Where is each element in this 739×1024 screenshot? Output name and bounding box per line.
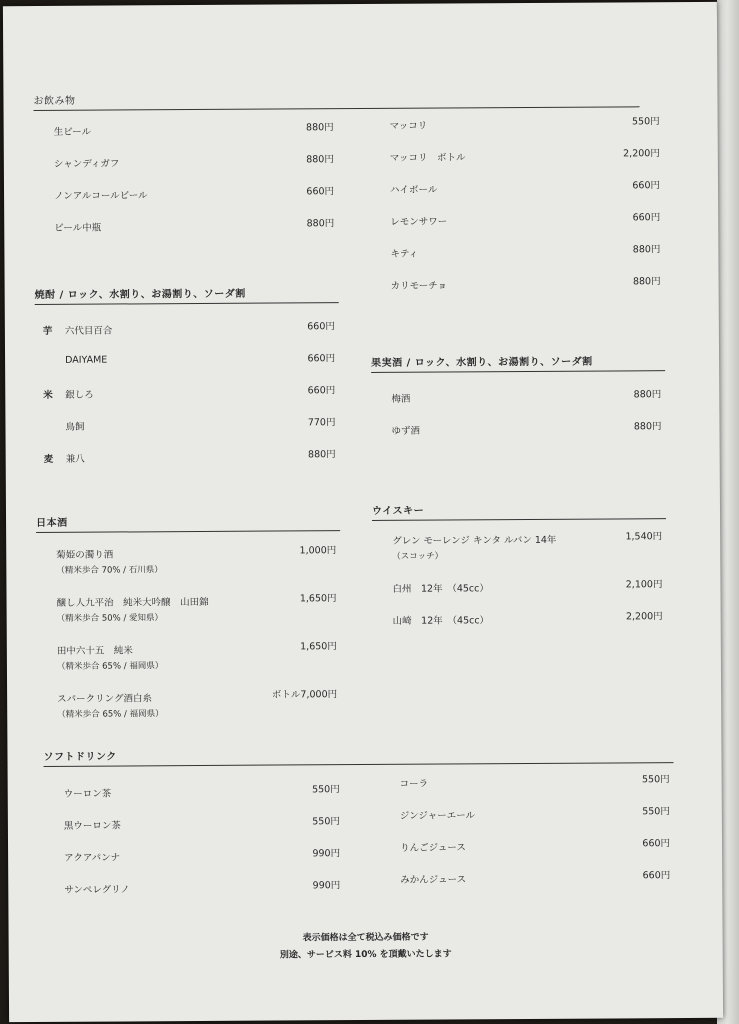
item-name: マッコリ: [389, 120, 428, 132]
menu-item: [34, 186, 338, 220]
item-name: みかんジュース: [400, 874, 467, 886]
item-price: 880円: [633, 421, 662, 433]
soft-drinks-left-list: [44, 784, 345, 914]
item-detail: （精米歩合 65% / 福岡県）: [57, 709, 164, 720]
item-price: 1,650円: [300, 641, 337, 653]
item-price: 880円: [306, 154, 334, 166]
fruit-liqueur-title: 果実酒 / ロック、水割り、お湯割り、ソーダ割: [371, 352, 665, 373]
item-price: 990円: [312, 880, 341, 892]
menu-item: [35, 353, 339, 387]
item-price: 880円: [632, 244, 661, 256]
soft-drinks-title: ソフトドリンク: [43, 744, 673, 767]
item-price: 660円: [642, 870, 671, 882]
item-price: 660円: [642, 838, 671, 850]
menu-item: [35, 417, 339, 451]
item-name: カリモーチョ: [390, 280, 447, 292]
item-price: 880円: [305, 122, 334, 134]
item-name: アクアパンナ: [64, 852, 121, 864]
menu-item: [34, 218, 338, 252]
menu-item: [34, 154, 338, 188]
item-name: 兼八: [65, 453, 85, 465]
item-price: 550円: [312, 816, 340, 828]
item-name: 六代目百合: [64, 325, 113, 337]
soft-drinks-right-list: [380, 774, 675, 904]
item-price: 660円: [306, 186, 335, 198]
menu-item: [34, 122, 338, 156]
menu-item: [370, 212, 664, 246]
menu-item: [370, 244, 664, 278]
menu-item: [371, 276, 665, 310]
sake-title: 日本酒: [36, 512, 340, 533]
menu-page: [3, 2, 723, 1022]
item-name: ウーロン茶: [63, 788, 112, 800]
menu-item: [370, 148, 664, 182]
menu-item: [380, 806, 674, 840]
whisky-section: [372, 500, 667, 645]
menu-item: [36, 449, 340, 483]
item-price: 660円: [307, 321, 335, 333]
item-price: 990円: [312, 848, 341, 860]
item-category: 麦: [43, 453, 54, 465]
item-name: 山崎 12年 （45cc）: [392, 615, 490, 627]
item-name: スパークリング酒白糸: [57, 693, 152, 705]
menu-item: [371, 421, 665, 455]
menu-item: [37, 593, 341, 643]
item-name: マッコリ ボトル: [389, 152, 466, 164]
item-name: りんごジュース: [400, 842, 466, 854]
whisky-title: ウイスキー: [372, 500, 666, 521]
menu-item: [373, 611, 667, 645]
item-name: ゆず酒: [391, 425, 421, 437]
tax-note: 表示価格は全て税込み価格です: [302, 932, 429, 944]
item-name: サンペレグリノ: [64, 884, 130, 896]
item-price: 660円: [632, 180, 661, 192]
item-price: 1,650円: [299, 593, 337, 605]
item-price: 880円: [633, 389, 662, 401]
item-price: 660円: [307, 353, 336, 365]
item-detail: （精米歩合 70% / 石川県）: [56, 565, 163, 576]
menu-item: [380, 774, 674, 808]
item-name: ジンジャーエール: [399, 810, 476, 822]
item-category: 芋: [42, 325, 53, 337]
fruit-liqueur-section: [371, 352, 666, 455]
soft-drinks-section: [43, 744, 673, 777]
item-price: 660円: [632, 212, 661, 224]
item-name: 銀しろ: [65, 389, 94, 401]
item-name: 梅酒: [391, 393, 411, 405]
menu-item: [371, 389, 665, 423]
item-price: ボトル7,000円: [271, 689, 338, 701]
item-name: ハイボール: [390, 184, 438, 196]
menu-item: [370, 116, 664, 150]
item-price: 1,000円: [299, 545, 337, 557]
menu-item: [44, 784, 344, 818]
item-price: 2,200円: [625, 611, 663, 623]
item-name: 鳥飼: [65, 421, 85, 433]
menu-item: [35, 385, 339, 419]
item-price: 880円: [307, 449, 336, 461]
item-price: 550円: [641, 774, 670, 786]
item-name: ビール中瓶: [54, 222, 102, 234]
menu-item: [35, 321, 339, 355]
drinks-right-list: [370, 116, 665, 310]
item-price: 770円: [307, 417, 336, 429]
item-name: ノンアルコールビール: [54, 190, 148, 202]
item-category: 米: [43, 389, 53, 401]
price-notice: [9, 928, 723, 966]
item-name: コーラ: [399, 778, 429, 790]
item-detail: （スコッチ）: [392, 551, 444, 562]
item-price: 550円: [631, 116, 660, 128]
menu-item: [380, 838, 674, 872]
menu-item: [37, 689, 341, 739]
item-detail: （精米歩合 65% / 福岡県）: [56, 661, 164, 672]
drinks-left-list: [34, 122, 339, 252]
item-detail: （精米歩合 50% / 愛知県）: [56, 613, 164, 624]
sake-section: [36, 512, 341, 739]
menu-item: [36, 545, 340, 595]
shochu-section: [35, 284, 340, 483]
menu-item: [380, 870, 674, 904]
item-name: 菊姫の濁り酒: [56, 549, 114, 561]
item-name: グレン モーレンジ キンタ ルバン 14年: [392, 534, 557, 547]
service-charge-note: 別途、サービス料 10% を頂戴いたします: [279, 949, 452, 961]
item-name: 白州 12年 （45cc）: [392, 583, 489, 595]
item-price: 2,200円: [623, 148, 660, 160]
item-name: 黒ウーロン茶: [63, 820, 121, 832]
shochu-title: 焼酎 / ロック、水割り、お湯割り、ソーダ割: [35, 284, 339, 305]
drinks-title: お飲み物: [33, 88, 639, 111]
menu-item: [372, 579, 666, 613]
item-name: 生ビール: [53, 126, 92, 138]
menu-item: [44, 848, 344, 882]
item-name: シャンディガフ: [53, 158, 120, 170]
item-price: 1,540円: [625, 531, 663, 543]
item-price: 550円: [642, 806, 670, 818]
item-price: 880円: [306, 218, 335, 230]
menu-item: [370, 180, 664, 214]
item-price: 550円: [312, 784, 340, 796]
item-name: キティ: [390, 248, 419, 260]
item-name: DAIYAME: [65, 354, 108, 366]
item-price: 660円: [307, 385, 336, 397]
item-name: 田中六十五 純米: [56, 645, 133, 657]
item-name: 醸し人九平治 純米大吟醸 山田錦: [56, 596, 209, 609]
item-price: 880円: [632, 276, 661, 288]
menu-item: [37, 641, 341, 691]
menu-item: [44, 880, 344, 914]
menu-item: [372, 531, 666, 581]
item-name: レモンサワー: [390, 216, 448, 228]
menu-item: [44, 816, 344, 850]
item-price: 2,100円: [625, 579, 663, 591]
